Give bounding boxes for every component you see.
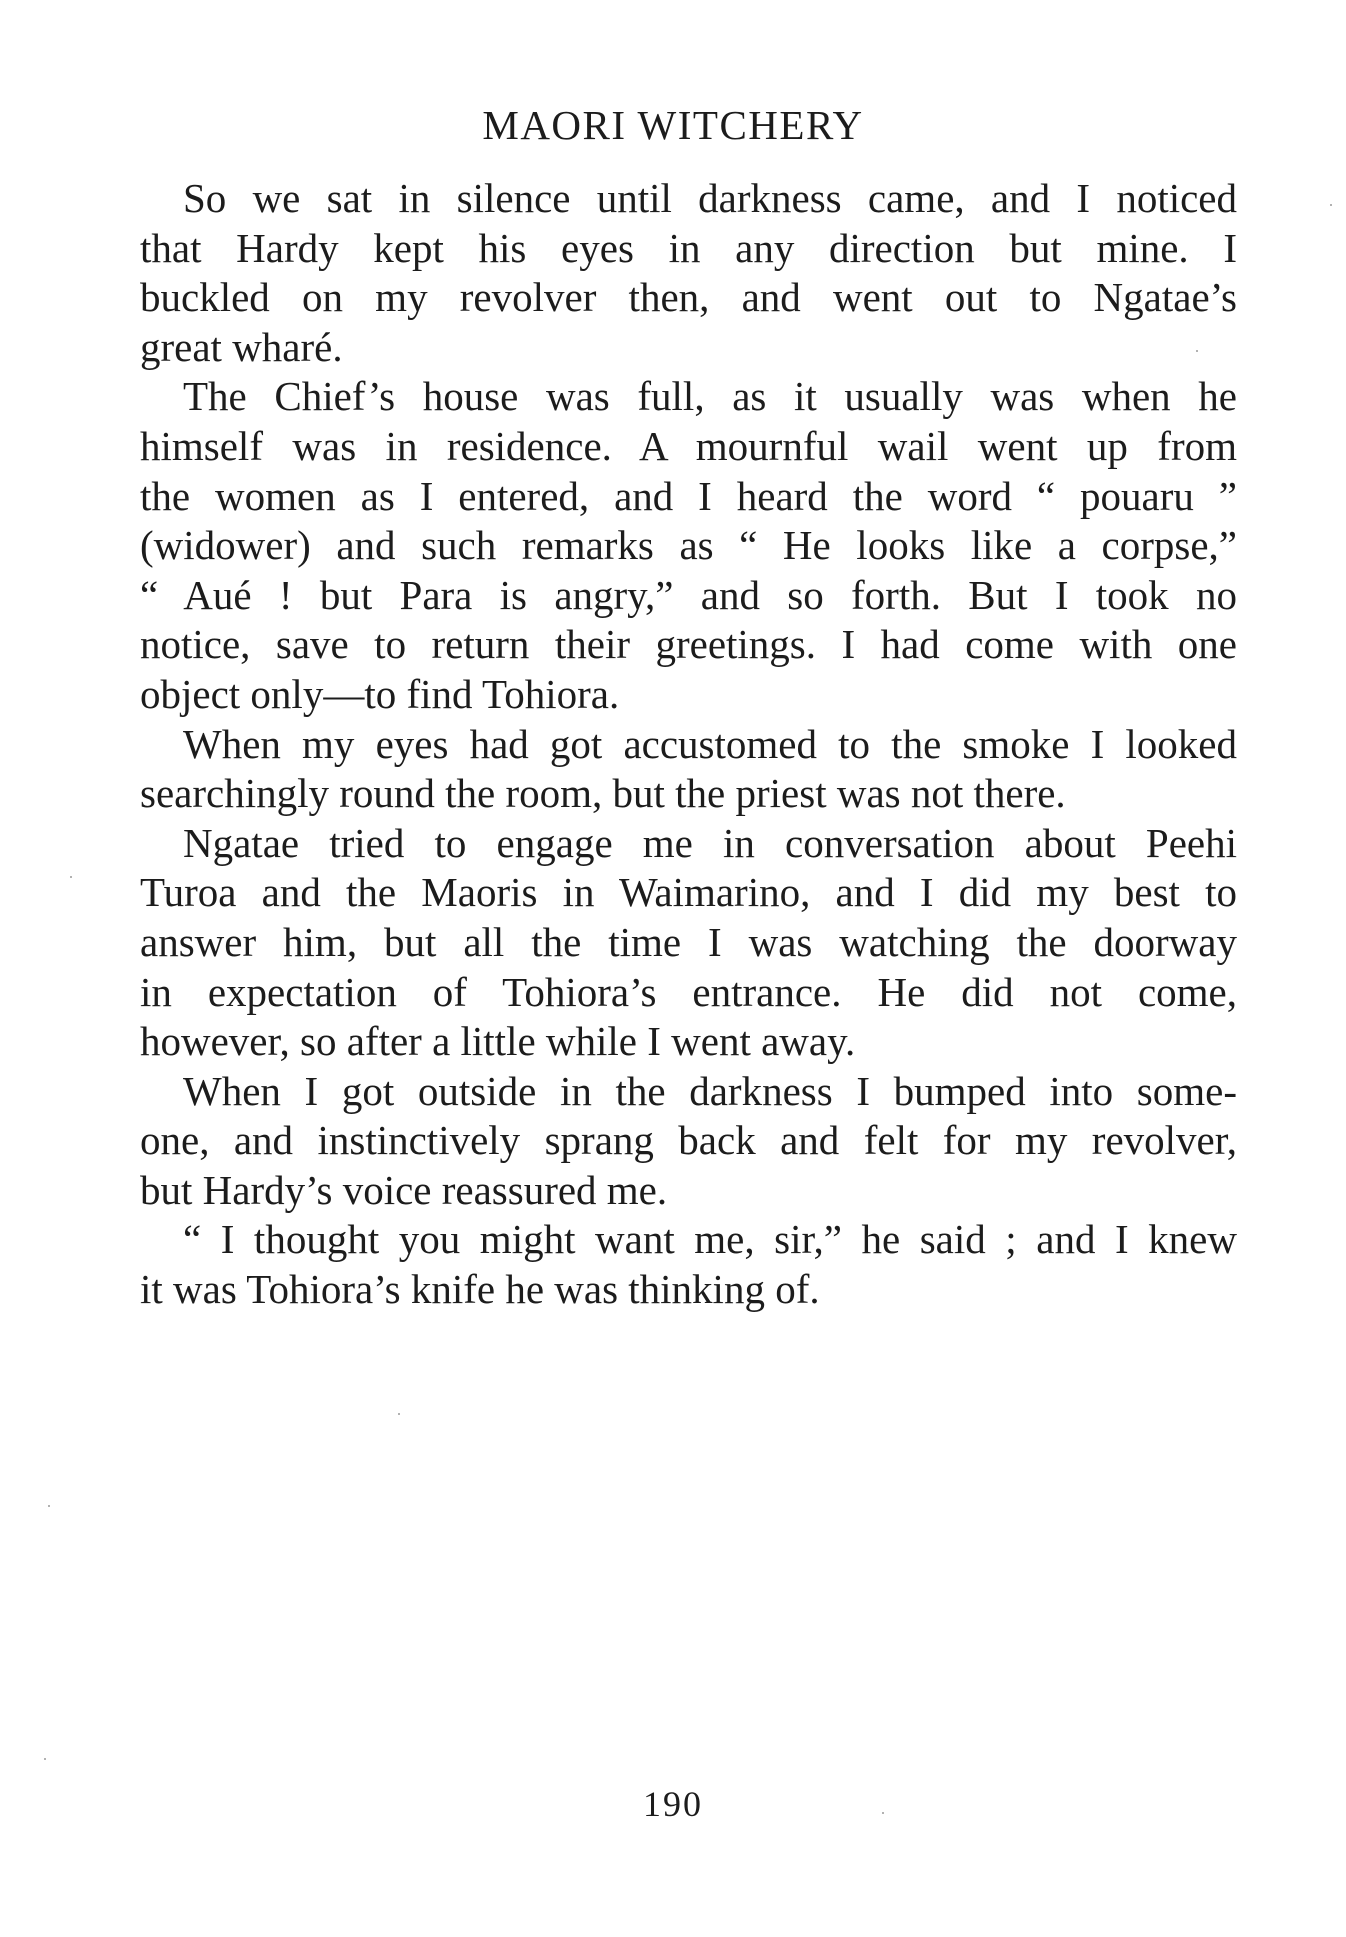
text-line: So we sat in silence until darkness came, and I noticed xyxy=(183,175,1237,221)
text-line: however, so after a little while I went away. xyxy=(140,1018,856,1065)
scan-speck xyxy=(1196,350,1198,352)
paragraph xyxy=(140,819,1237,1067)
text-line: The Chief’s house was full, as it usually was when he xyxy=(183,373,1237,420)
text-line: buckled on my revolver then, and went out to Ngatae’s xyxy=(140,274,1237,321)
text-line: “ Aué ! but Para is angry,” and so forth. But I took no xyxy=(140,571,1237,618)
text-line: answer him, but all the time I was watching the doorway xyxy=(140,918,1237,965)
paragraph xyxy=(140,720,1237,819)
text-line: object only—to find Tohiora. xyxy=(140,670,620,717)
text-line: Ngatae tried to engage me in conversation about Peehi xyxy=(183,819,1237,866)
scan-speck xyxy=(1330,204,1332,206)
body-text xyxy=(140,174,1237,1315)
text-line: in expectation of Tohiora’s entrance. He did not come, xyxy=(140,968,1237,1015)
text-line: the women as I entered, and I heard the word “ pouaru ” xyxy=(140,472,1237,519)
text-line: searchingly round the room, but the priest was not there. xyxy=(140,770,1066,817)
text-line: it was Tohiora’s knife he was thinking of. xyxy=(140,1266,820,1313)
text-line: “ I thought you might want me, sir,” he said ; and I knew xyxy=(183,1216,1237,1263)
scan-speck xyxy=(48,1505,50,1507)
running-head: MAORI WITCHERY xyxy=(482,102,864,148)
text-line: When I got outside in the darkness I bumped into some- xyxy=(183,1067,1237,1114)
scan-speck xyxy=(70,876,72,878)
scan-speck xyxy=(44,1758,46,1760)
text-line: When my eyes had got accustomed to the smoke I looked xyxy=(183,720,1237,767)
text-line: but Hardy’s voice reassured me. xyxy=(140,1166,668,1213)
text-line: great wharé. xyxy=(140,323,343,370)
paragraph xyxy=(140,1215,1237,1314)
page-number: 190 xyxy=(643,1784,703,1824)
scan-speck xyxy=(398,1413,400,1415)
paragraph xyxy=(140,372,1237,719)
text-line: himself was in residence. A mournful wail went up from xyxy=(140,422,1237,469)
text-line: (widower) and such remarks as “ He looks like a corpse,” xyxy=(140,522,1237,569)
paragraph xyxy=(140,1067,1237,1216)
text-line: notice, save to return their greetings. I had come with one xyxy=(140,621,1237,668)
text-line: that Hardy kept his eyes in any direction but mine. I xyxy=(140,224,1237,271)
text-line: one, and instinctively sprang back and felt for my revolver, xyxy=(140,1117,1237,1164)
scan-speck xyxy=(882,1812,884,1814)
text-line: Turoa and the Maoris in Waimarino, and I did my best to xyxy=(140,869,1237,916)
paragraph xyxy=(140,174,1237,372)
